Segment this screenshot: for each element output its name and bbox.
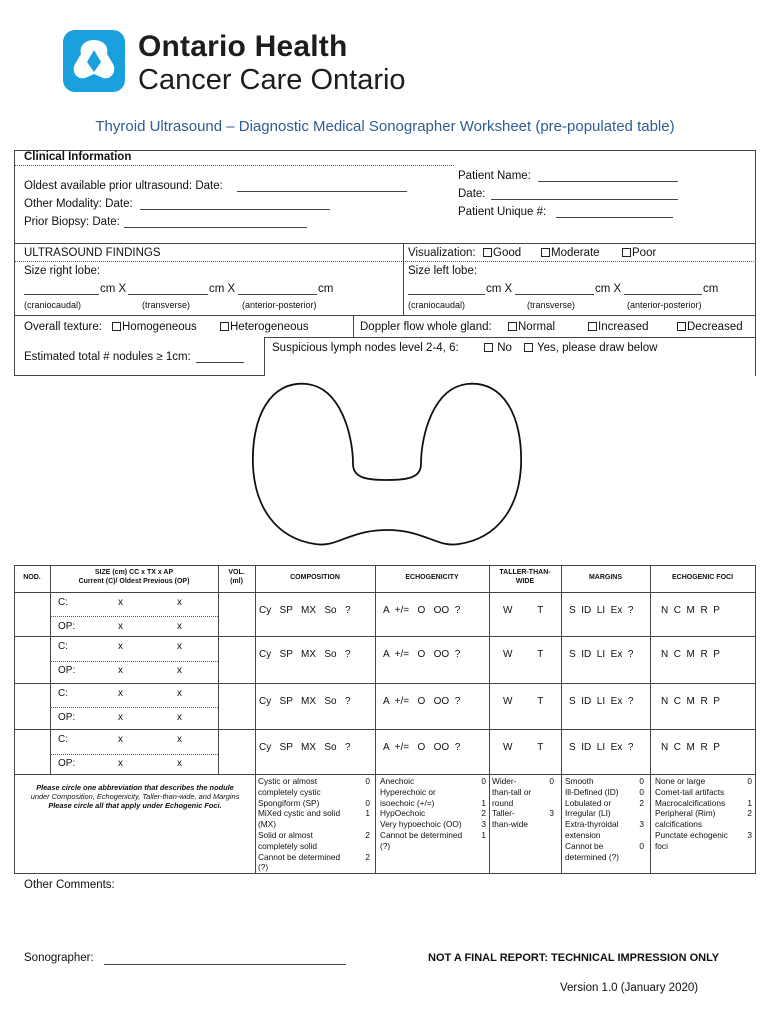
legend-instruction-3: Please circle all that apply under Echogenic Foci.	[48, 801, 222, 810]
texture-homogeneous[interactable]: Homogeneous	[112, 321, 197, 333]
cm: cm	[318, 283, 334, 295]
row-x: x	[118, 665, 123, 676]
legend-composition-item: MiXed cystic and solid	[258, 808, 341, 819]
logo-title: Ontario Health	[138, 30, 348, 63]
legend-composition-score: 2	[365, 851, 370, 862]
not-final-report: NOT A FINAL REPORT: TECHNICAL IMPRESSION ONLY	[428, 952, 720, 964]
row-x: x	[118, 688, 123, 699]
legend-foci-item: Macrocalcifications	[655, 797, 726, 808]
taller-options[interactable]: W T	[503, 696, 544, 707]
sonographer-field[interactable]	[104, 964, 346, 965]
legend-composition-score: 0	[365, 797, 370, 808]
row-x: x	[177, 665, 182, 676]
prior-biopsy-field[interactable]	[124, 227, 307, 228]
row-x: x	[177, 734, 182, 745]
legend-echogenicity-score: 1	[481, 830, 486, 840]
row-x: x	[118, 758, 123, 769]
date-label: Date:	[458, 188, 486, 200]
taller-options[interactable]: W T	[503, 605, 544, 616]
row-x: x	[177, 641, 182, 652]
legend-foci-item: Punctate echogenic	[655, 830, 728, 840]
vis-moderate[interactable]: Moderate	[541, 247, 600, 259]
legend-taller-item: Taller-	[492, 808, 515, 819]
prior-biopsy-label: Prior Biopsy: Date:	[24, 216, 120, 228]
composition-options[interactable]: Cy SP MX So ?	[259, 742, 351, 753]
prior-ultrasound-field[interactable]	[237, 191, 407, 192]
row-x: x	[118, 712, 123, 723]
legend-composition-item: completely cystic	[258, 786, 321, 797]
legend-echogenicity-item: Hyperechoic or	[380, 786, 436, 797]
texture-label: Overall texture:	[24, 321, 102, 333]
legend-margins-item: Lobulated or	[565, 797, 612, 808]
size-right-label: Size right lobe:	[24, 265, 101, 277]
echogenicity-options[interactable]: A +/= O OO ?	[383, 696, 461, 707]
patient-name-label: Patient Name:	[458, 170, 531, 182]
legend-foci-item: Peripheral (Rim)	[655, 808, 716, 819]
legend-instruction-2: under Composition, Echogenicity, Taller-than-wide, and Margins	[30, 792, 240, 801]
legend-composition-item: Cannot be determined	[258, 851, 341, 862]
foci-options[interactable]: N C M R P	[661, 649, 720, 660]
row-x: x	[118, 621, 123, 632]
legend-margins-item: Cannot be	[565, 840, 604, 851]
prior-ultrasound-label: Oldest available prior ultrasound: Date:	[24, 180, 223, 192]
legend-composition-item: (?)	[258, 862, 269, 873]
right-cc-field[interactable]	[24, 294, 99, 295]
legend-taller-item: than-tall or	[492, 786, 532, 797]
vis-poor[interactable]: Poor	[622, 247, 656, 259]
legend-margins-item: Irregular (LI)	[565, 808, 611, 819]
foci-options[interactable]: N C M R P	[661, 605, 720, 616]
legend-echogenicity-score: 3	[481, 819, 486, 830]
legend-composition-score: 1	[365, 808, 370, 819]
lymph-label: Suspicious lymph nodes level 2-4, 6:	[272, 342, 459, 354]
legend-margins-score: 0	[639, 840, 644, 851]
foci-options[interactable]: N C M R P	[661, 696, 720, 707]
legend-composition-item: completely solid	[258, 840, 318, 851]
row-previous-label: OP:	[58, 621, 76, 632]
legend-foci-score: 2	[747, 808, 752, 819]
legend-taller-item: round	[492, 797, 514, 808]
other-modality-label: Other Modality: Date:	[24, 198, 133, 210]
header-nod: NOD.	[23, 574, 41, 581]
composition-options[interactable]: Cy SP MX So ?	[259, 696, 351, 707]
row-x: x	[177, 758, 182, 769]
right-ap-field[interactable]	[238, 294, 317, 295]
legend-echogenicity-score: 2	[481, 808, 486, 819]
legend-composition-item: (MX)	[258, 819, 276, 830]
legend-margins-score: 2	[639, 797, 644, 808]
date-field[interactable]	[491, 199, 678, 200]
taller-options[interactable]: W T	[503, 742, 544, 753]
margins-options[interactable]: S ID LI Ex ?	[569, 696, 634, 707]
nodules-field[interactable]	[196, 362, 244, 363]
doppler-decreased[interactable]: Decreased	[677, 321, 743, 333]
margins-options[interactable]: S ID LI Ex ?	[569, 742, 634, 753]
dim-tx: (transverse)	[527, 300, 576, 310]
cm: cm	[703, 283, 719, 295]
cm-x: cm X	[486, 283, 513, 295]
row-x: x	[118, 597, 123, 608]
page-title: Thyroid Ultrasound – Diagnostic Medical Sonographer Worksheet (pre-populated table)	[95, 118, 675, 135]
row-current-label: C:	[58, 688, 68, 699]
texture-heterogeneous[interactable]: Heterogeneous	[220, 321, 309, 333]
ontario-trillium-icon	[63, 30, 125, 92]
findings-heading: ULTRASOUND FINDINGS	[24, 247, 161, 259]
doppler-normal[interactable]: Normal	[508, 321, 555, 333]
dim-ap: (anterior-posterior)	[242, 300, 317, 310]
legend-taller-score: 0	[549, 776, 554, 786]
header-foci: ECHOGENIC FOCI	[671, 574, 734, 581]
composition-options[interactable]: Cy SP MX So ?	[259, 649, 351, 660]
legend-margins-score: 0	[639, 776, 644, 786]
header-vol: VOL.	[228, 569, 245, 576]
header-margins: MARGINS	[588, 574, 623, 581]
legend-echogenicity-score: 1	[481, 797, 486, 808]
patient-unique-field[interactable]	[556, 217, 673, 218]
legend-foci-score: 3	[747, 830, 752, 840]
clinical-heading: Clinical Information	[24, 151, 132, 163]
legend-instruction-1: Please circle one abbreviation that describes the nodule	[36, 783, 234, 792]
legend-composition-item: Solid or almost	[258, 830, 313, 840]
legend-margins-item: Ill-Defined (ID)	[565, 786, 619, 797]
row-previous-label: OP:	[58, 712, 76, 723]
legend-composition-score: 0	[365, 776, 370, 786]
legend-margins-item: Extra-thyroidal	[565, 819, 619, 830]
header-composition: COMPOSITION	[290, 574, 340, 581]
row-x: x	[177, 688, 182, 699]
legend-echogenicity-item: isoechoic (+/=)	[380, 797, 435, 808]
legend-echogenicity-score: 0	[481, 776, 486, 786]
legend-margins-item: extension	[565, 830, 601, 840]
legend-foci-item: calcifications	[655, 819, 703, 830]
echogenicity-options[interactable]: A +/= O OO ?	[383, 605, 461, 616]
composition-options[interactable]: Cy SP MX So ?	[259, 605, 351, 616]
echogenicity-options[interactable]: A +/= O OO ?	[383, 742, 461, 753]
logo-subtitle: Cancer Care Ontario	[138, 64, 406, 96]
margins-options[interactable]: S ID LI Ex ?	[569, 649, 634, 660]
version: Version 1.0 (January 2020)	[560, 982, 699, 994]
dim-cc: (craniocaudal)	[408, 300, 466, 310]
dim-cc: (craniocaudal)	[24, 300, 82, 310]
margins-options[interactable]: S ID LI Ex ?	[569, 605, 634, 616]
header-size: SIZE (cm) CC x TX x AP	[94, 569, 174, 576]
row-current-label: C:	[58, 597, 68, 608]
left-tx-field[interactable]	[515, 294, 594, 295]
legend-margins-item: Smooth	[565, 776, 594, 786]
header-echogenicity: ECHOGENICITY	[405, 574, 459, 581]
visualization-label: Visualization:	[408, 247, 476, 259]
other-comments-label: Other Comments:	[24, 879, 115, 891]
header-taller-2: WIDE	[515, 578, 535, 585]
legend-foci-item: None or large	[655, 776, 706, 786]
header-taller: TALLER-THAN-	[499, 569, 551, 576]
row-current-label: C:	[58, 641, 68, 652]
right-tx-field[interactable]	[128, 294, 208, 295]
row-x: x	[118, 734, 123, 745]
legend-taller-score: 3	[549, 808, 554, 819]
other-modality-field[interactable]	[140, 209, 330, 210]
dim-tx: (transverse)	[142, 300, 191, 310]
doppler-increased[interactable]: Increased	[588, 321, 649, 333]
dim-ap: (anterior-posterior)	[627, 300, 702, 310]
row-x: x	[177, 712, 182, 723]
lymph-yes[interactable]: Yes, please draw below	[524, 342, 657, 354]
legend-echogenicity-item: Very hypoechoic (OO)	[380, 819, 462, 830]
legend-margins-score: 3	[639, 819, 644, 830]
cm-x: cm X	[100, 283, 127, 295]
vis-good[interactable]: Good	[483, 247, 521, 259]
row-current-label: C:	[58, 734, 68, 745]
left-cc-field[interactable]	[408, 294, 485, 295]
header-size-sub: Current (C)/ Oldest Previous (OP)	[78, 578, 190, 585]
legend-margins-item: determined (?)	[565, 851, 619, 862]
left-ap-field[interactable]	[624, 294, 702, 295]
legend-composition-item: Cystic or almost	[258, 776, 318, 786]
legend-foci-item: foci	[655, 840, 668, 851]
legend-composition-item: Spongiform (SP)	[258, 797, 320, 808]
size-left-label: Size left lobe:	[408, 265, 478, 277]
legend-foci-item: Comet-tail artifacts	[655, 786, 725, 797]
legend-echogenicity-item: (?)	[380, 840, 391, 851]
legend-taller-item: Wider-	[492, 776, 517, 786]
doppler-label: Doppler flow whole gland:	[360, 321, 492, 333]
lymph-no[interactable]: No	[484, 342, 512, 354]
thyroid-diagram[interactable]	[245, 376, 530, 564]
row-previous-label: OP:	[58, 665, 76, 676]
patient-unique-label: Patient Unique #:	[458, 206, 547, 218]
legend-composition-score: 2	[365, 830, 370, 840]
taller-options[interactable]: W T	[503, 649, 544, 660]
header-vol-unit: (ml)	[230, 578, 243, 585]
legend-echogenicity-item: Cannot be determined	[380, 830, 463, 840]
foci-options[interactable]: N C M R P	[661, 742, 720, 753]
legend-taller-item: than-wide	[492, 819, 528, 830]
row-previous-label: OP:	[58, 758, 76, 769]
legend-margins-score: 0	[639, 786, 644, 797]
nodules-label: Estimated total # nodules ≥ 1cm:	[24, 351, 191, 363]
sonographer-label: Sonographer:	[24, 952, 94, 964]
legend-echogenicity-item: HypOechoic	[380, 808, 426, 819]
row-x: x	[177, 621, 182, 632]
patient-name-field[interactable]	[538, 181, 678, 182]
legend-foci-score: 0	[747, 776, 752, 786]
legend-foci-score: 1	[747, 797, 752, 808]
echogenicity-options[interactable]: A +/= O OO ?	[383, 649, 461, 660]
row-x: x	[177, 597, 182, 608]
legend-echogenicity-item: Anechoic	[380, 776, 415, 786]
cm-x: cm X	[595, 283, 622, 295]
cm-x: cm X	[209, 283, 236, 295]
row-x: x	[118, 641, 123, 652]
